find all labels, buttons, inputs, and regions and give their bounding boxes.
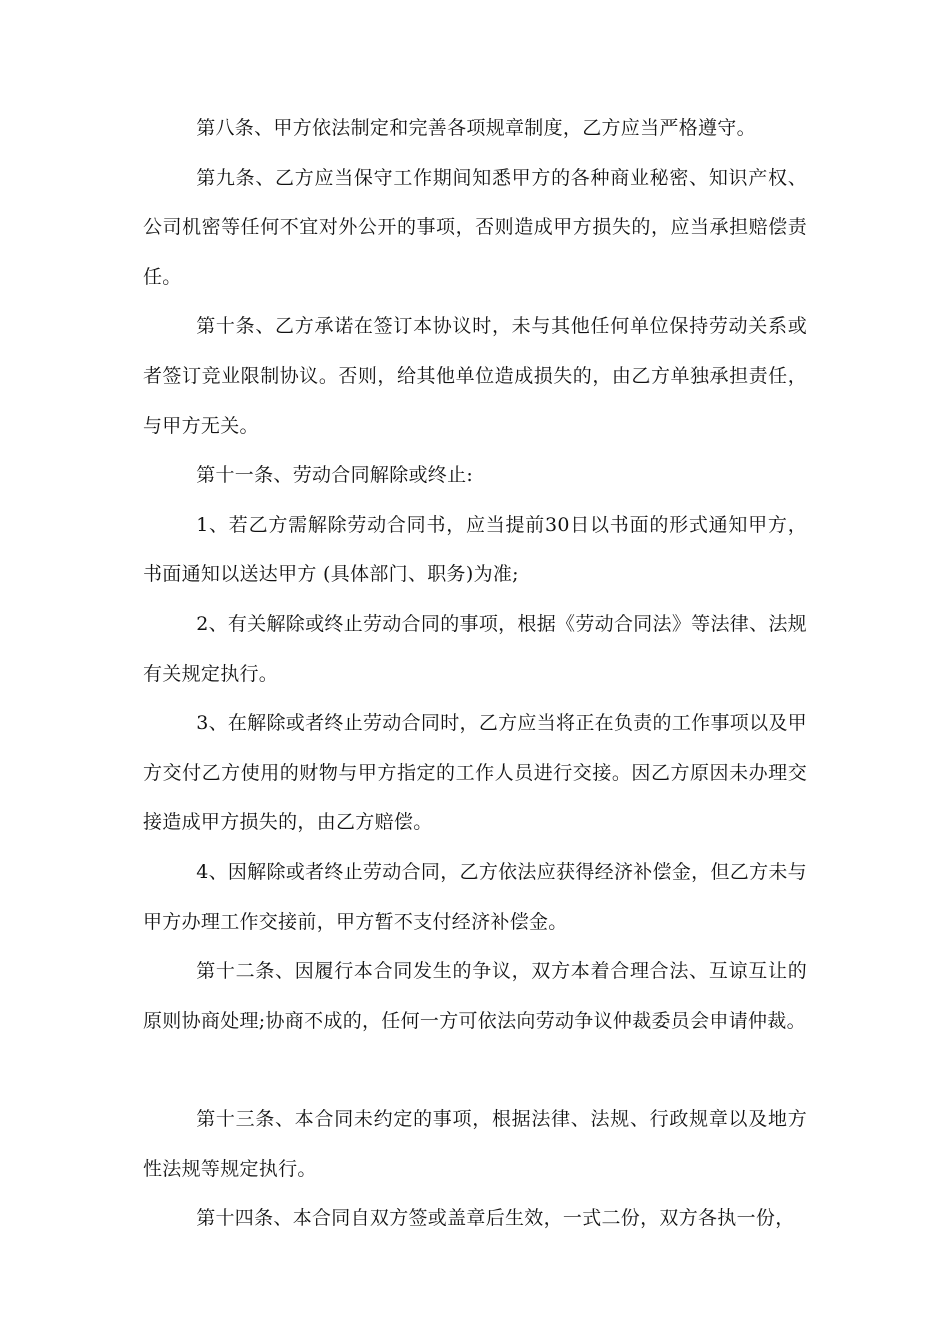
article-13: 第十三条、本合同未约定的事项，根据法律、法规、行政规章以及地方性法规等规定执行。 [143,1108,807,1180]
article-11-item-3: 3、在解除或者终止劳动合同时，乙方应当将正在负责的工作事项以及甲方交付乙方使用的财物与甲方指定的工作人员进行交接。因乙方原因未办理交接造成甲方损失的，由乙方赔偿。 [143,712,807,834]
article-9: 第九条、乙方应当保守工作期间知悉甲方的各种商业秘密、知识产权、公司机密等任何不宜对外公开的事项，否则造成甲方损失的，应当承担赔偿责任。 [143,166,807,288]
article-11-heading: 第十一条、劳动合同解除或终止: [196,464,474,487]
article-11-item-4: 4、因解除或者终止劳动合同，乙方依法应获得经济补偿金，但乙方未与甲方办理工作交接前，甲方暂不支付经济补偿金。 [143,860,807,933]
article-8: 第八条、甲方依法制定和完善各项规章制度，乙方应当严格遵守。 [196,117,756,139]
article-14: 第十四条、本合同自双方签或盖章后生效，一式二份，双方各执一份， [196,1207,795,1230]
article-11-item-2: 2、有关解除或终止劳动合同的事项，根据《劳动合同法》等法律、法规有关规定执行。 [143,612,807,685]
contract-text [143,104,807,1244]
article-11-item-1: 1、若乙方需解除劳动合同书，应当提前30日以书面的形式通知甲方，书面通知以送达甲方 (具体部门、职务)为准; [143,513,807,586]
article-12: 第十二条、因履行本合同发生的争议，双方本着合理合法、互谅互让的原则协商处理;协商不成的，任何一方可依法向劳动争议仲裁委员会申请仲裁。 [143,960,807,1032]
article-10: 第十条、乙方承诺在签订本协议时，未与其他任何单位保持劳动关系或者签订竞业限制协议。否则，给其他单位造成损失的，由乙方单独承担责任，与甲方无关。 [143,315,807,437]
paragraph-gap [143,1046,807,1095]
